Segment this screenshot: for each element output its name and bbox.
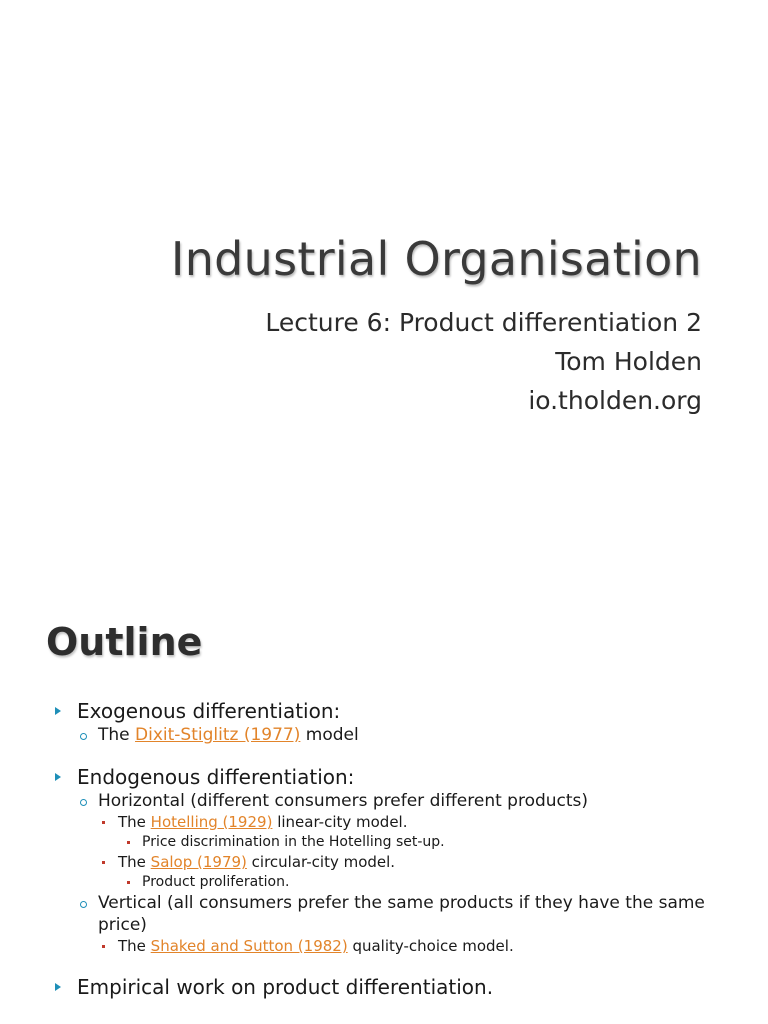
bullet-text: Horizontal (different consumers prefer different products) xyxy=(98,791,589,811)
hotelling-link[interactable]: Hotelling (1929) xyxy=(150,813,273,831)
author-line: Tom Holden xyxy=(555,347,702,376)
square-bullet-icon xyxy=(102,945,105,948)
bullet-text: Product proliferation. xyxy=(142,874,290,890)
circle-bullet-icon xyxy=(80,901,87,908)
bullet-text-pre: The xyxy=(98,725,136,745)
bullet-text: Empirical work on product differentiation. xyxy=(77,975,494,999)
square-bullet-icon xyxy=(102,861,105,864)
slide-title: Industrial Organisation xyxy=(170,232,702,286)
bullet-vertical xyxy=(0,892,708,936)
bullet-exogenous xyxy=(0,698,768,724)
bullet-text: Endogenous differentiation: xyxy=(77,765,355,789)
bullet-text-post: model xyxy=(300,725,359,745)
salop-link[interactable]: Salop (1979) xyxy=(150,853,247,871)
bullet-product-proliferation xyxy=(0,872,768,892)
bullet-text-pre: The xyxy=(118,813,151,831)
shaked-sutton-link[interactable]: Shaked and Sutton (1982) xyxy=(150,937,348,955)
spacer xyxy=(0,746,768,764)
triangle-bullet-icon xyxy=(55,983,61,991)
triangle-bullet-icon xyxy=(55,773,61,781)
bullet-shaked-sutton xyxy=(0,936,768,956)
square-bullet-icon xyxy=(127,841,130,844)
bullet-text: Exogenous differentiation: xyxy=(77,699,341,723)
bullet-text: Vertical (all consumers prefer the same products if they have the same price) xyxy=(98,893,705,935)
bullet-hotelling xyxy=(0,812,768,832)
outline-bullets xyxy=(0,698,768,1000)
bullet-text-post: linear-city model. xyxy=(272,813,408,831)
bullet-text-post: quality-choice model. xyxy=(347,937,514,955)
circle-bullet-icon xyxy=(80,733,87,740)
bullet-price-discrimination xyxy=(0,832,768,852)
bullet-empirical xyxy=(0,974,768,1000)
bullet-endogenous xyxy=(0,764,768,790)
bullet-text: Price discrimination in the Hotelling set-up. xyxy=(142,834,445,850)
bullet-text-post: circular-city model. xyxy=(246,853,396,871)
circle-bullet-icon xyxy=(80,799,87,806)
outline-title: Outline xyxy=(46,620,203,664)
bullet-salop xyxy=(0,852,768,872)
square-bullet-icon xyxy=(127,881,130,884)
bullet-text-pre: The xyxy=(118,853,151,871)
slide-subtitle xyxy=(265,303,702,420)
dixit-stiglitz-link[interactable]: Dixit-Stiglitz (1977) xyxy=(135,725,301,745)
website-line: io.tholden.org xyxy=(528,386,702,415)
triangle-bullet-icon xyxy=(55,707,61,715)
bullet-dixit-stiglitz xyxy=(0,724,768,746)
outline-slide xyxy=(0,576,768,1024)
lecture-line: Lecture 6: Product differentiation 2 xyxy=(265,308,702,337)
square-bullet-icon xyxy=(102,821,105,824)
bullet-text-pre: The xyxy=(118,937,151,955)
bullet-horizontal xyxy=(0,790,768,812)
spacer xyxy=(0,956,768,974)
